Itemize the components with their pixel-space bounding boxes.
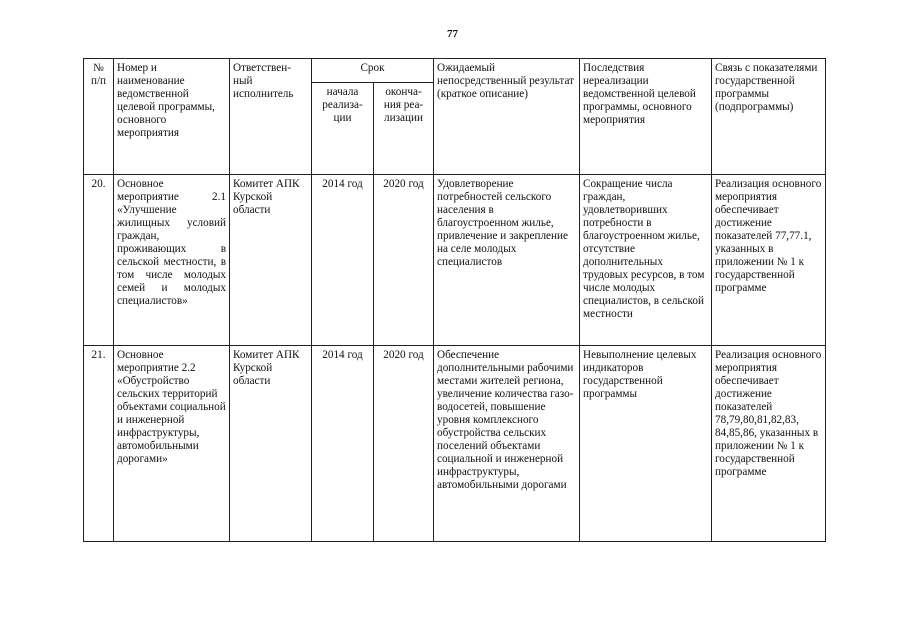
table-row <box>84 346 826 542</box>
header-consequences: Последствия нереализации ведомственной целевой программы, основного мероприятия <box>580 59 712 175</box>
header-term-start: начала реализа- ции <box>312 83 374 175</box>
header-name: Номер и наименование ведомственной целевой программы, основного мероприятия <box>114 59 230 175</box>
page-number: 77 <box>447 28 458 40</box>
row-consequences: Невыполнение целевых индикаторов государственной программы <box>580 346 712 542</box>
row-responsible: Комитет АПК Курской области <box>230 346 312 542</box>
header-term: Срок <box>312 59 434 83</box>
header-link: Связь с показателями государственной программы (подпрограммы) <box>712 59 826 175</box>
table-row <box>84 175 826 346</box>
row-expected: Обеспечение дополнительными рабочими местами жителей региона, увеличение количества газо-водосетей, повышение уровня комплексного обустройства сельских поселений объектами социальной и инженерной инфраструктуры, автомобильными дорогами <box>434 346 580 542</box>
row-link: Реализация основного мероприятия обеспечивает достижение показателей 78,79,80,81,82,83, 84,85,86, указанных в приложении № 1 к государственной программе <box>712 346 826 542</box>
header-expected: Ожидаемый непосредственный результат (краткое описание) <box>434 59 580 175</box>
row-name: Основное мероприятие 2.1 «Улучшение жилищных условий граждан, проживающих в сельской местности, в том числе молодых семей и молодых специалистов» <box>114 175 230 346</box>
row-consequences: Сокращение числа граждан, удовлетворивших потребности в благоустроенном жилье, отсутствие дополнительных трудовых ресурсов, в том числе молодых специалистов, в сельской местности <box>580 175 712 346</box>
row-responsible: Комитет АПК Курской области <box>230 175 312 346</box>
header-responsible: Ответствен- ный исполнитель <box>230 59 312 175</box>
header-term-end: оконча- ния реа- лизации <box>374 83 434 175</box>
row-num: 20. <box>84 175 114 346</box>
row-end: 2020 год <box>374 346 434 542</box>
row-start: 2014 год <box>312 175 374 346</box>
row-link: Реализация основного мероприятия обеспечивает достижение показателей 77,77.1, указанных в приложении № 1 к государственной программе <box>712 175 826 346</box>
row-name: Основное мероприятие 2.2 «Обустройство сельских территорий объектами социальной и инженерной инфраструктуры, автомобильными дорогами» <box>114 346 230 542</box>
program-table <box>83 58 826 542</box>
row-start: 2014 год <box>312 346 374 542</box>
row-expected: Удовлетворение потребностей сельского населения в благоустроенном жилье, привлечение и закрепление на селе молодых специалистов <box>434 175 580 346</box>
header-num: № п/п <box>84 59 114 175</box>
row-end: 2020 год <box>374 175 434 346</box>
row-num: 21. <box>84 346 114 542</box>
header-row <box>84 59 826 83</box>
